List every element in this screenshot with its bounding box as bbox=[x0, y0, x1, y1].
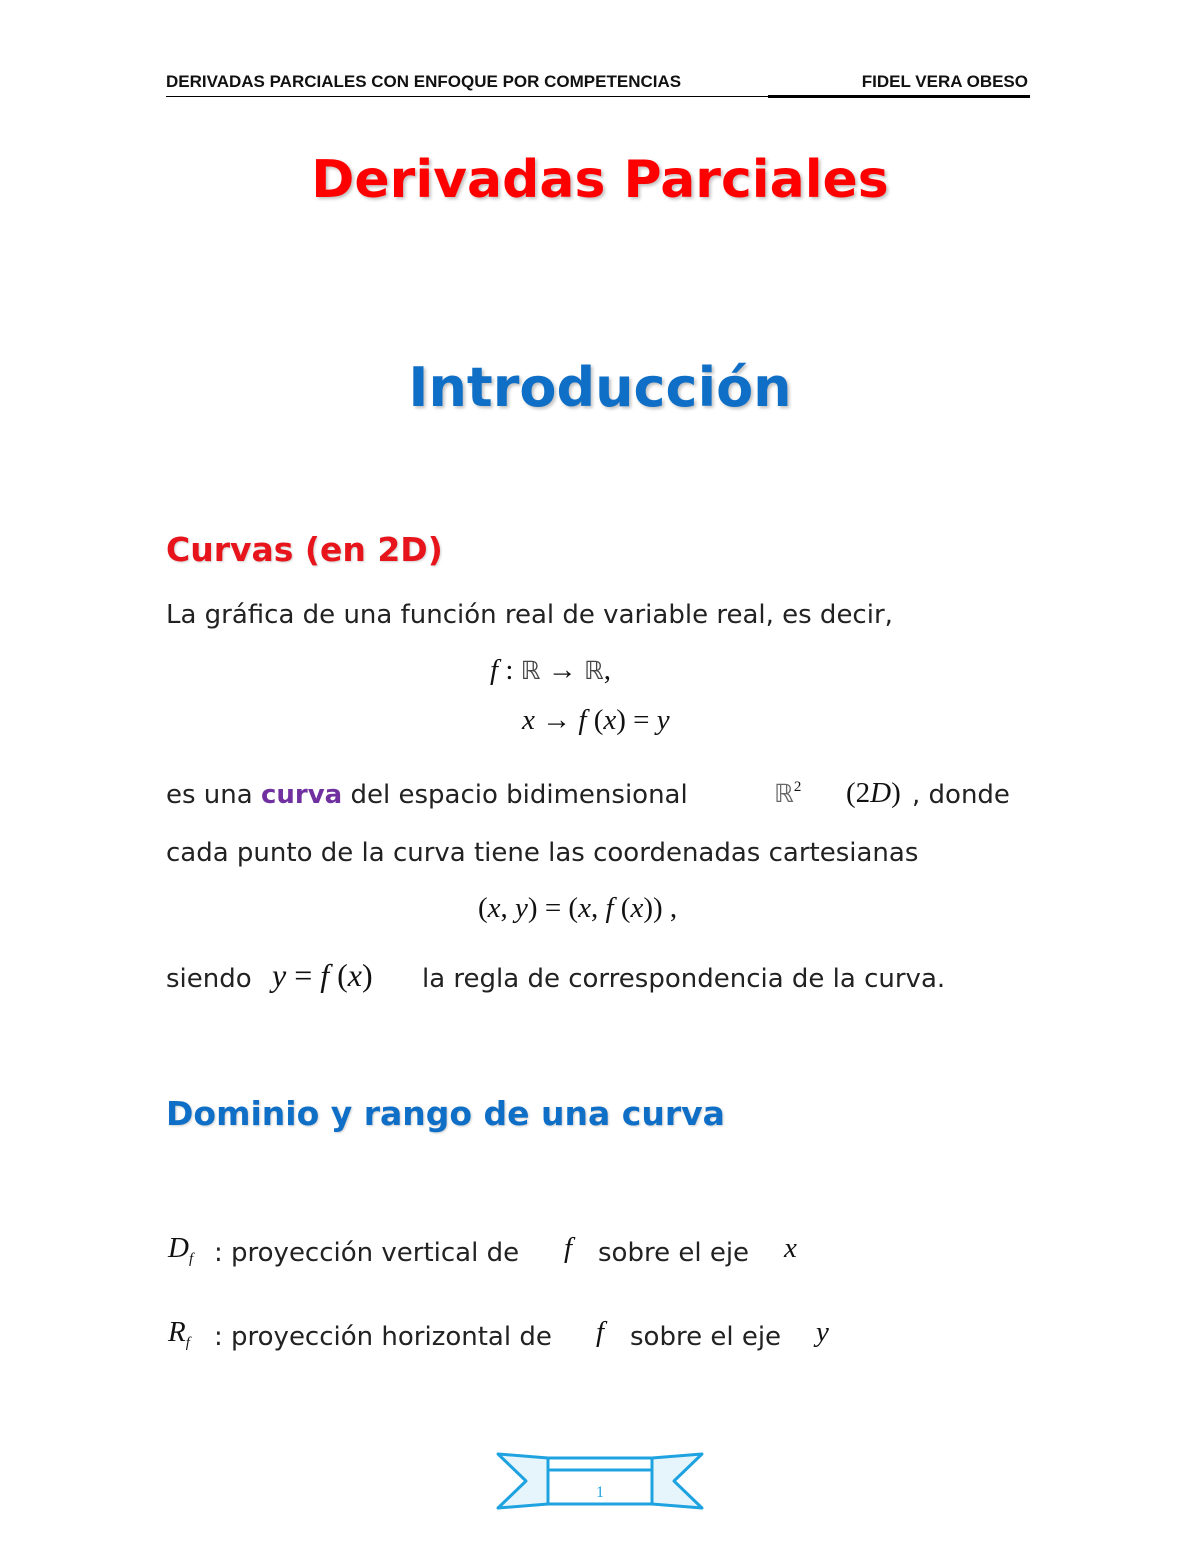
symbol-f-range: f bbox=[596, 1316, 605, 1348]
symbol-f-domain: f bbox=[564, 1232, 573, 1264]
page-title: Derivadas Parciales bbox=[311, 150, 889, 210]
curves-heading: Curvas (en 2D) bbox=[166, 530, 443, 569]
domain-text-a: : proyección vertical de bbox=[214, 1238, 520, 1268]
header-right: FIDEL VERA OBESO bbox=[861, 72, 1028, 91]
section-title: Introducción bbox=[408, 356, 792, 419]
range-text-b: sobre el eje bbox=[630, 1322, 782, 1352]
domain-text-b: sobre el eje bbox=[598, 1238, 750, 1268]
header-left: DERIVADAS PARCIALES CON ENFOQUE POR COMPETENCIAS bbox=[166, 72, 682, 91]
page-number-scroll-ornament bbox=[496, 1448, 704, 1514]
header-rule-accent bbox=[768, 95, 1030, 98]
keyword-curva: curva bbox=[260, 780, 343, 810]
symbol-range: $R_f$ bbox=[168, 1316, 190, 1351]
symbol-y-axis: y bbox=[816, 1316, 829, 1348]
domain-range-heading: Dominio y rango de una curva bbox=[166, 1094, 725, 1133]
formula-r2: ℝ$^2$ bbox=[774, 779, 802, 808]
intro-paragraph: La gráfica de una función real de variable real, es decir, bbox=[166, 600, 893, 630]
p2-text-a: es una bbox=[166, 780, 253, 810]
p2-text-c: , donde bbox=[912, 780, 1010, 810]
formula-rule: x → f (x) = y bbox=[522, 704, 670, 736]
formula-inline-rule: y = f (x) bbox=[272, 957, 373, 993]
formula-2d: (2D) bbox=[846, 777, 901, 809]
p4-text-b: la regla de correspondencia de la curva. bbox=[422, 964, 946, 994]
symbol-domain: $D_f$ bbox=[168, 1232, 194, 1267]
p2-text-b: del espacio bidimensional bbox=[350, 780, 688, 810]
formula-mapping: f : ℝ → ℝ, bbox=[490, 654, 611, 686]
paragraph-curve bbox=[166, 780, 688, 810]
paragraph-coordinates: cada punto de la curva tiene las coordenadas cartesianas bbox=[166, 838, 919, 868]
formula-coordinates: (x, y) = (x, f (x)) , bbox=[478, 892, 678, 924]
page-number: 1 bbox=[596, 1484, 604, 1501]
p4-text-a: siendo bbox=[166, 964, 252, 994]
symbol-x-axis: x bbox=[784, 1232, 797, 1264]
range-text-a: : proyección horizontal de bbox=[214, 1322, 552, 1352]
